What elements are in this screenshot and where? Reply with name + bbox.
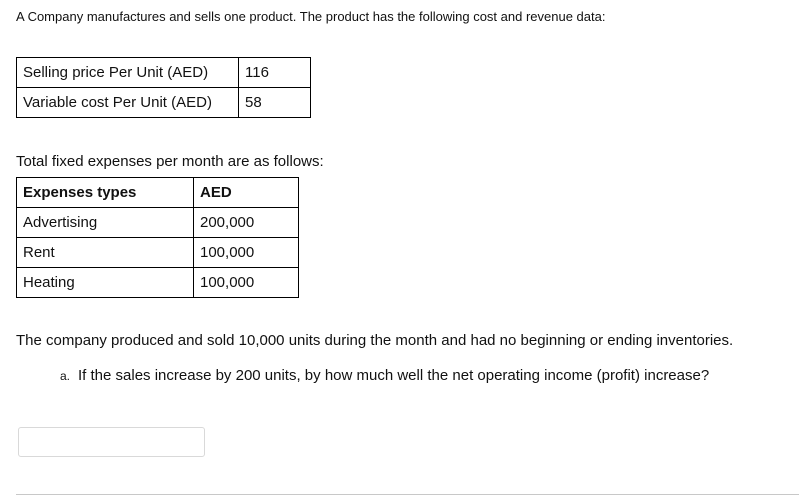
cost-value-cell: 58 [239,88,311,118]
intro-text: A Company manufactures and sells one product. The product has the following cost and revenue data: [16,9,606,24]
table-row [17,88,311,118]
expense-label-cell: Heating [17,268,194,298]
table-header-row [17,178,299,208]
column-header-expense-type: Expenses types [17,178,194,208]
production-statement: The company produced and sold 10,000 units during the month and had no beginning or ending inventories. [16,332,734,349]
expense-label-cell: Rent [17,238,194,268]
table-row [17,238,299,268]
answer-input[interactable] [18,427,205,457]
expense-value-cell: 100,000 [194,268,299,298]
expense-label-cell: Advertising [17,208,194,238]
cost-label-cell: Selling price Per Unit (AED) [17,58,239,88]
fixed-expenses-table [16,177,299,298]
divider [16,494,799,495]
table-row [17,208,299,238]
table-row [17,268,299,298]
table-row [17,58,311,88]
expense-value-cell: 100,000 [194,238,299,268]
cost-value-cell: 116 [239,58,311,88]
column-header-aed: AED [194,178,299,208]
question-a [60,367,709,385]
question-text: If the sales increase by 200 units, by how much well the net operating income (profit) increase? [78,367,710,384]
cost-revenue-table [16,57,311,118]
fixed-expenses-intro: Total fixed expenses per month are as follows: [16,153,324,170]
expense-value-cell: 200,000 [194,208,299,238]
question-marker: a. [60,369,71,383]
cost-label-cell: Variable cost Per Unit (AED) [17,88,239,118]
